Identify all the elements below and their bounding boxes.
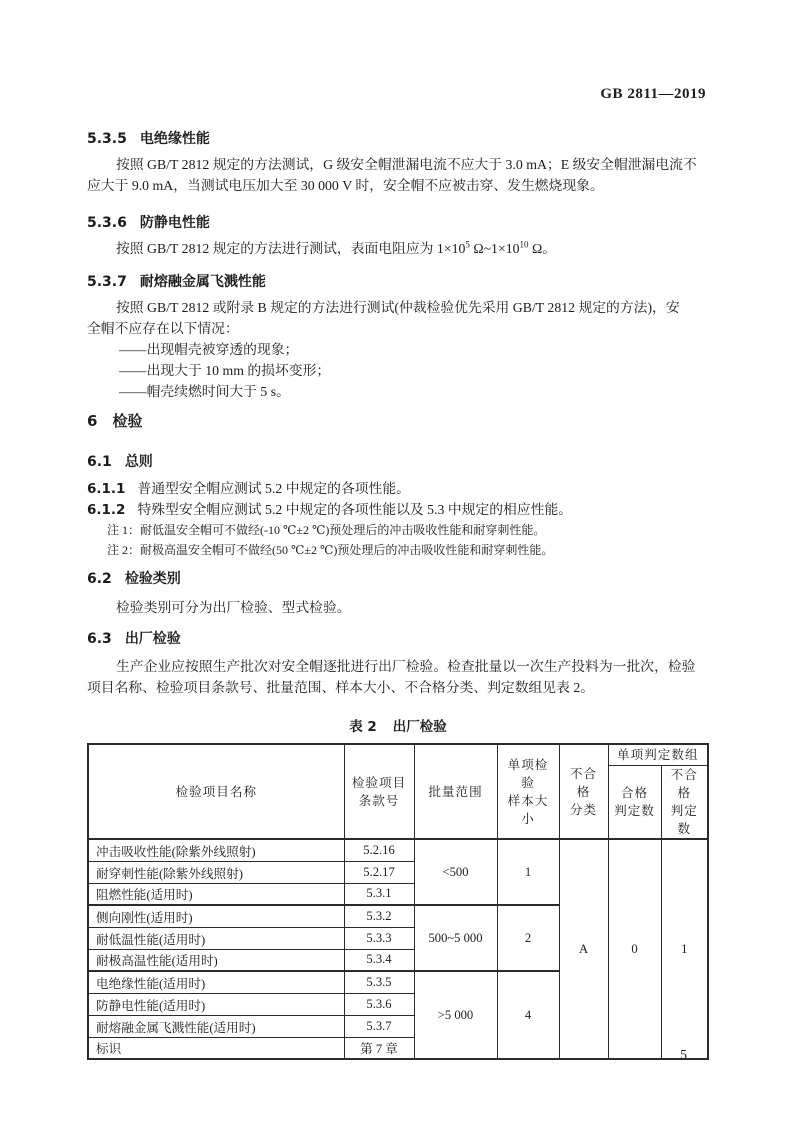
paragraph-line: 检验类别可分为出厂检验、型式检验。 <box>116 600 351 615</box>
note-item: 注 2：耐极高温安全帽可不做经(50 ℃±2 ℃)预处理后的冲击吸收性能和耐穿刺性能。 <box>107 543 554 557</box>
header-text: 判定数 <box>614 804 655 818</box>
text-segment: Ω。 <box>528 241 557 256</box>
header-text: 合格 <box>620 786 649 800</box>
clause-title: 总则 <box>124 454 153 470</box>
factory-inspection-table <box>87 743 709 1060</box>
header-judgement-group: 单项判定数组 <box>608 744 708 766</box>
cell-item-name: 耐极高温性能(适用时) <box>88 949 344 971</box>
table-row <box>88 839 708 861</box>
bullet-list <box>87 339 709 402</box>
bullet-item: ——帽壳续燃时间大于 5 s。 <box>119 384 290 399</box>
cell-item-name: 侧向刚性(适用时) <box>88 905 344 927</box>
header-text: 不合格 <box>670 768 698 800</box>
cell-item-name: 防静电性能(适用时) <box>88 993 344 1015</box>
cell-item-name: 冲击吸收性能(除紫外线照射) <box>88 839 344 861</box>
header-batch-range <box>414 744 497 839</box>
paragraph-line: 全帽不应存在以下情况： <box>87 321 239 336</box>
clause-number: 6.1 <box>87 454 112 470</box>
paragraph-6-3 <box>87 656 709 698</box>
cell-item-name: 标识 <box>88 1037 344 1059</box>
cell-clause: 5.3.3 <box>344 927 414 949</box>
paragraph-5-3-7 <box>87 297 709 339</box>
header-item-name <box>88 744 344 839</box>
standard-code: GB 2811—2019 <box>600 86 706 102</box>
header-text: 判定数 <box>670 804 698 836</box>
clause-title: 电绝缘性能 <box>139 131 210 147</box>
heading-5-3-5 <box>87 129 709 149</box>
cell-defect-class: A <box>559 839 608 1059</box>
clause-number: 6.1.2 <box>87 502 126 518</box>
clause-number: 6.1.1 <box>87 481 126 497</box>
cell-sample-size: 4 <box>497 971 559 1059</box>
clause-number: 5.3.7 <box>87 274 127 290</box>
cell-clause: 5.3.5 <box>344 971 414 993</box>
table-body <box>88 839 708 1059</box>
header-text: 检验项目名称 <box>175 784 258 799</box>
paragraph-line: 按照 GB/T 2812 或附录 B 规定的方法进行测试(仲裁检验优先采用 GB/T 2812 规定的方法)，安 <box>116 300 680 315</box>
clause-title: 耐熔融金属飞溅性能 <box>139 274 266 290</box>
header-defect-class <box>559 744 608 839</box>
paragraph-line: 生产企业应按照生产批次对安全帽逐批进行出厂检验。检查批量以一次生产投料为一批次，检验 <box>116 659 696 674</box>
table-label: 表 2 <box>349 719 377 735</box>
clause-text: 普通型安全帽应测试 5.2 中规定的各项性能。 <box>137 481 410 496</box>
text-segment: Ω~1×10 <box>469 241 520 256</box>
cell-clause: 5.3.4 <box>344 949 414 971</box>
paragraph-line <box>87 238 709 259</box>
cell-clause: 5.2.16 <box>344 839 414 861</box>
page-number: 5 <box>680 1047 687 1062</box>
cell-accept-number: 0 <box>608 839 661 1059</box>
clause-number: 6.2 <box>87 571 112 587</box>
superscript: 10 <box>519 239 529 250</box>
text-segment: 按照 GB/T 2812 规定的方法进行测试，表面电阻应为 1×10 <box>116 241 466 256</box>
clause-title: 检验类别 <box>124 571 181 587</box>
table-container <box>87 743 709 1060</box>
table-title: 出厂检验 <box>392 719 447 735</box>
heading-6-2 <box>87 569 709 589</box>
cell-clause: 5.3.1 <box>344 883 414 905</box>
header-text: 批量范围 <box>428 784 483 799</box>
header-text: 单项检验 <box>507 757 549 790</box>
header-text: 不合格 <box>569 766 598 799</box>
cell-item-name: 阻燃性能(适用时) <box>88 883 344 905</box>
header-sample-size <box>497 744 559 839</box>
notes <box>87 520 729 560</box>
cell-batch-range: >5 000 <box>414 971 497 1059</box>
cell-clause: 5.3.7 <box>344 1015 414 1037</box>
chapter-number: 6 <box>87 412 98 430</box>
clause-6-1-1 <box>87 478 709 500</box>
clause-title: 出厂检验 <box>124 631 181 647</box>
table-header <box>88 744 708 839</box>
clause-number: 5.3.5 <box>87 131 127 147</box>
clause-number: 5.3.6 <box>87 215 127 231</box>
header-row <box>88 744 708 766</box>
bullet-item: ——出现帽壳被穿透的现象； <box>119 342 299 357</box>
header-clause-number <box>344 744 414 839</box>
cell-item-name: 耐低温性能(适用时) <box>88 927 344 949</box>
cell-item-name: 耐熔融金属飞溅性能(适用时) <box>88 1015 344 1037</box>
cell-clause: 5.3.6 <box>344 993 414 1015</box>
cell-clause: 第 7 章 <box>344 1037 414 1059</box>
header-accept-number <box>608 766 661 840</box>
clause-text: 特殊型安全帽应测试 5.2 中规定的各项性能以及 5.3 中规定的相应性能。 <box>137 502 573 517</box>
paragraph-line: 应大于 9.0 mA，当测试电压加大至 30 000 V 时，安全帽不应被击穿、发生燃烧现象。 <box>87 178 604 193</box>
table-caption <box>87 715 709 735</box>
paragraph-5-3-5 <box>87 154 709 196</box>
header-text: 样本大小 <box>507 793 549 826</box>
cell-sample-size: 1 <box>497 839 559 905</box>
cell-batch-range: 500~5 000 <box>414 905 497 971</box>
paragraph-line: 按照 GB/T 2812 规定的方法测试，G 级安全帽泄漏电流不应大于 3.0 mA；E 级安全帽泄漏电流不 <box>116 157 697 172</box>
cell-batch-range: <500 <box>414 839 497 905</box>
cell-sample-size: 2 <box>497 905 559 971</box>
cell-item-name: 电绝缘性能(适用时) <box>88 971 344 993</box>
clause-number: 6.3 <box>87 631 112 647</box>
paragraph-5-3-6 <box>87 238 709 259</box>
heading-chapter-6 <box>87 411 709 431</box>
paragraph-line: 项目名称、检验项目条款号、批量范围、样本大小、不合格分类、判定数组见表 2。 <box>87 680 595 695</box>
heading-6-3 <box>87 629 709 649</box>
header-text: 条款号 <box>358 793 400 808</box>
note-item: 注 1：耐低温安全帽可不做经(-10 ℃±2 ℃)预处理后的冲击吸收性能和耐穿刺性能。 <box>107 523 546 537</box>
heading-5-3-6 <box>87 213 709 233</box>
bullet-item: ——出现大于 10 mm 的损坏变形； <box>119 363 331 378</box>
header-text: 分类 <box>569 802 598 817</box>
clause-title: 防静电性能 <box>139 215 210 231</box>
header-text: 检验项目 <box>351 775 407 790</box>
chapter-title: 检验 <box>112 412 143 430</box>
cell-item-name: 耐穿刺性能(除紫外线照射) <box>88 861 344 883</box>
cell-clause: 5.3.2 <box>344 905 414 927</box>
cell-clause: 5.2.17 <box>344 861 414 883</box>
superscript: 5 <box>465 239 470 250</box>
heading-6-1 <box>87 452 709 472</box>
clause-6-1-2 <box>87 499 709 521</box>
header-reject-number <box>661 766 708 840</box>
heading-5-3-7 <box>87 272 709 292</box>
cell-reject-number: 1 <box>661 839 708 1059</box>
paragraph-6-2 <box>87 597 709 618</box>
